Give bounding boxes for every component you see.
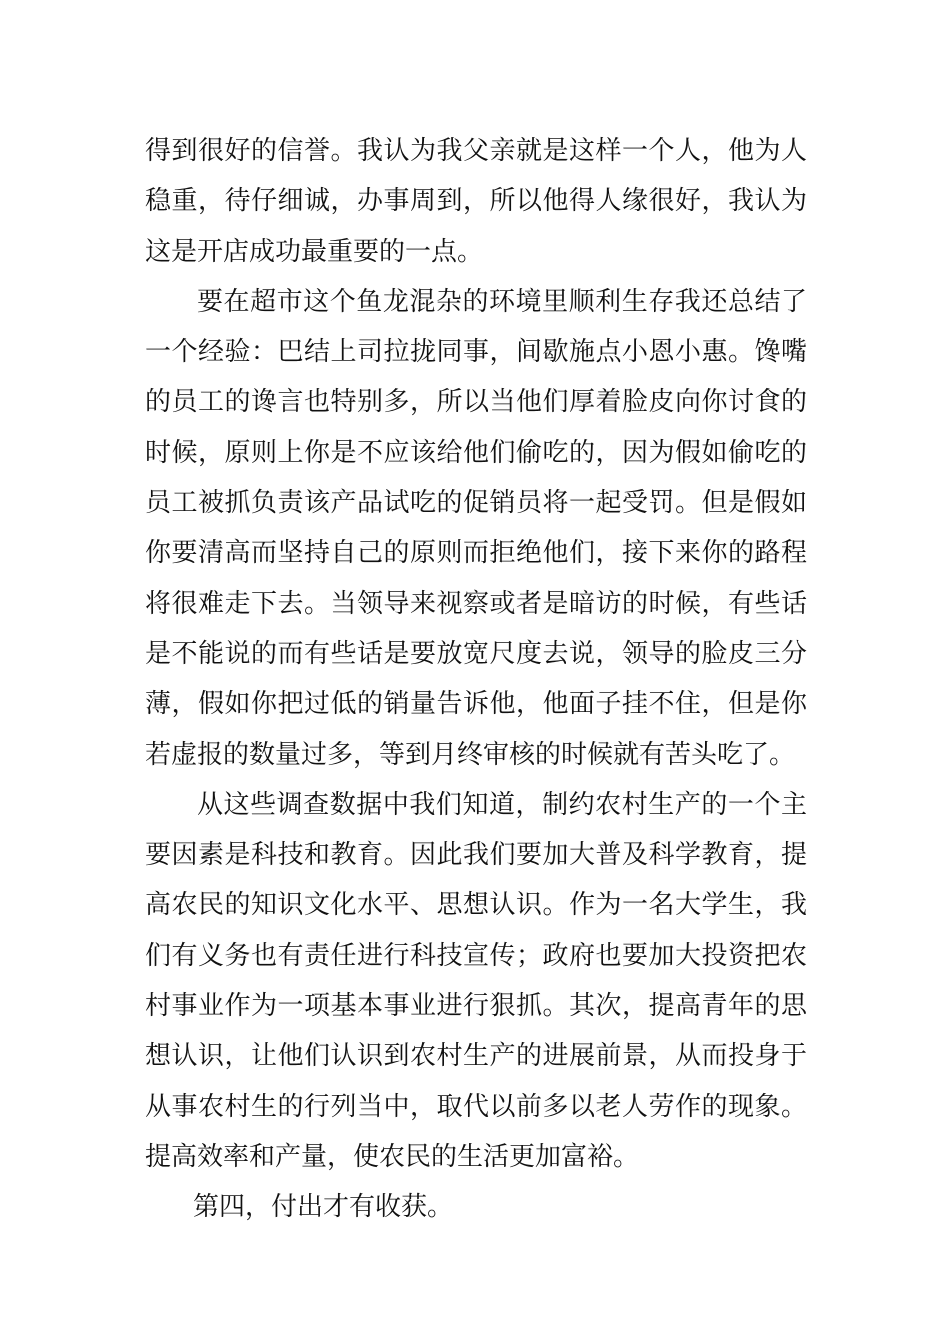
paragraph-1: 得到很好的信誉。我认为我父亲就是这样一个人，他为人稳重，待仔细诚，办事周到，所以他得人缘很好，我认为这是开店成功最重要的一点。	[145, 136, 807, 267]
document-body	[145, 126, 807, 1233]
paragraph-2: 要在超市这个鱼龙混杂的环境里顺利生存我还总结了一个经验：巴结上司拉拢同事，间歇施点小恩小惠。馋嘴的员工的谗言也特别多，所以当他们厚着脸皮向你讨食的时候，原则上你是不应该给他们偷吃的，因为假如偷吃的员工被抓负责该产品试吃的促销员将一起受罚。但是假如你要清高而坚持自己的原则而拒绝他们，接下来你的路程将很难走下去。当领导来视察或者是暗访的时候，有些话是不能说的而有些话是要放宽尺度去说，领导的脸皮三分薄，假如你把过低的销量告诉他，他面子挂不住，但是你若虚报的数量过多，等到月终审核的时候就有苦头吃了。	[145, 286, 807, 770]
section-heading-4: 第四，付出才有收获。	[193, 1192, 454, 1223]
paragraph-3: 从这些调查数据中我们知道，制约农村生产的一个主要因素是科技和教育。因此我们要加大普及科学教育，提高农民的知识文化水平、思想认识。作为一名大学生，我们有义务也有责任进行科技宣传；政府也要加大投资把农村事业作为一项基本事业进行狠抓。其次，提高青年的思想认识，让他们认识到农村生产的进展前景，从而投身于从事农村生的行列当中，取代以前多以老人劳作的现象。提高效率和产量，使农民的生活更加富裕。	[145, 789, 807, 1172]
